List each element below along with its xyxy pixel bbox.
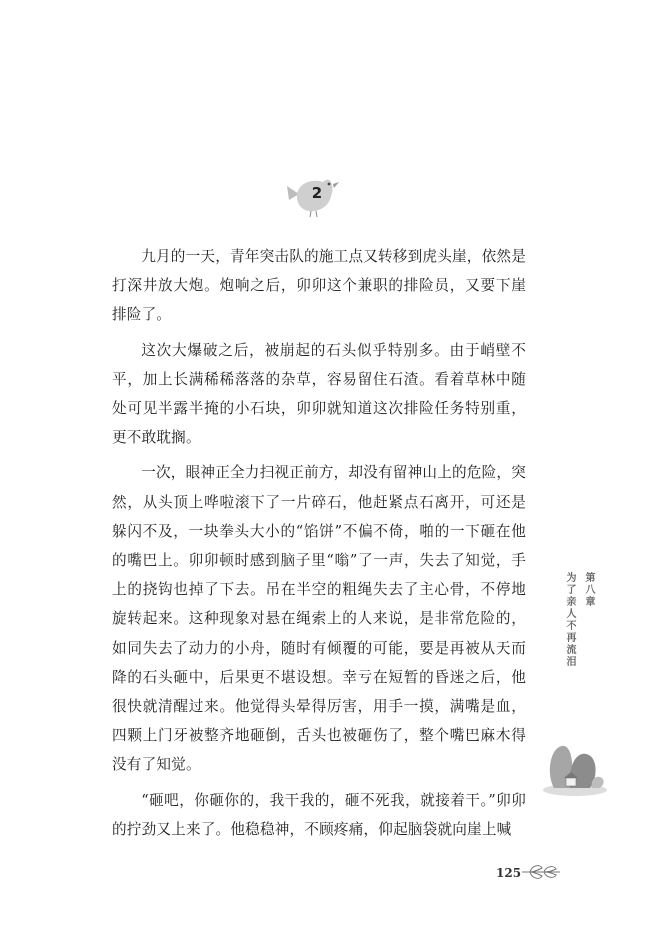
chapter-side-tab bbox=[564, 572, 594, 668]
leaf-ornament-icon bbox=[520, 862, 566, 882]
paragraph-2: 这次大爆破之后，被崩起的石头似乎特别多。由于峭壁不平，加上长满稀稀落落的杂草，容易留住石渣。看着草林中随处可见半露半掩的小石块，卯卯就知道这次排险任务特别重，更不敢耽搁。 bbox=[112, 341, 526, 447]
trees-illustration-icon bbox=[540, 730, 610, 800]
chapter-tab-number: 第八章 bbox=[583, 572, 594, 608]
chapter-body-text bbox=[112, 242, 526, 850]
chapter-tab-title: 为了亲人不再流泪 bbox=[564, 572, 575, 668]
paragraph-4: “砸吧，你砸你的，我干我的，砸不死我，就接着干。”卯卯的拧劲又上来了。他稳稳神，不顾疼痛，仰起脑袋就向崖上喊 bbox=[112, 791, 526, 838]
section-number: 2 bbox=[311, 184, 323, 202]
paragraph-3: 一次，眼神正全力扫视正前方，却没有留神山上的危险，突然，从头顶上哗啦滚下了一片碎石，他赶紧点石离开，可还是躲闪不及，一块拳头大小的“馅饼”不偏不倚，啪的一下砸在他的嘴巴上。卯卯顿时感到脑子里“嗡”了一声，失去了知觉，手上的挠钩也掉了下去。吊在半空的粗绳失去了主心骨，不停地旋转起来。这种现象对悬在绳索上的人来说，是非常危险的，如同失去了动力的小舟，随时有倾覆的可能，要是再被从天而降的石头砸中，后果更不堪设想。幸亏在短暂的昏迷之后，他很快就清醒过来。他觉得头晕得厉害，用手一摸，满嘴是血，四颗上门牙被整齐地砸倒，舌头也被砸伤了，整个嘴巴麻木得没有了知觉。 bbox=[112, 464, 526, 774]
paragraph-1: 九月的一天，青年突击队的施工点又转移到虎头崖，依然是打深井放大炮。炮响之后，卯卯这个兼职的排险员，又要下崖排险了。 bbox=[112, 248, 526, 324]
section-marker bbox=[283, 170, 343, 218]
page-number: 125 bbox=[496, 866, 522, 880]
